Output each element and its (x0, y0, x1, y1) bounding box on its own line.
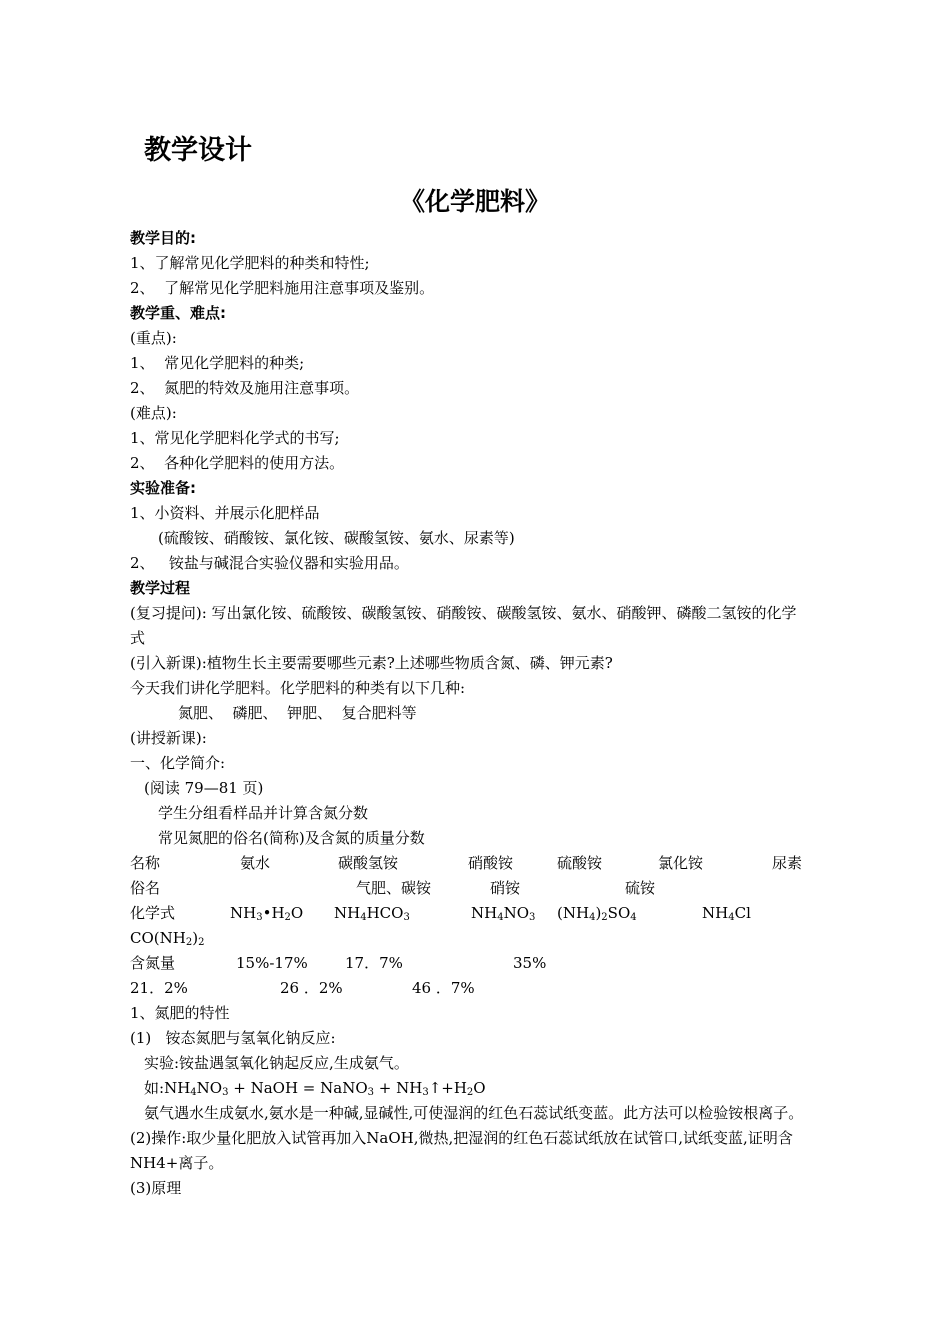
intro-text: (引入新课):植物生长主要需要哪些元素?上述哪些物质含氮、磷、钾元素? (130, 654, 613, 672)
key-label: (重点): (130, 329, 177, 347)
fertilizer-kinds: 氮肥、 磷肥、 钾肥、 复合肥料等 (178, 704, 417, 722)
formula-ammonium-bicarbonate: $NH_4HCO_3$ (334, 904, 410, 923)
objective-item: 1、了解常见化学肥料的种类和特性; (130, 254, 370, 272)
table-row-names (130, 851, 810, 876)
key-points-heading: 教学重、难点: (130, 304, 226, 322)
review-question: (复习提问): 写出氯化铵、硫酸铵、碳酸氢铵、硝酸铵、碳酸氢铵、氨水、硝酸钾、磷酸二氢铵的化学式 (130, 604, 797, 647)
table-cell: 气肥、碳铵 (356, 879, 432, 897)
reaction-equation: 如$:NH_4NO_3$ + NaOH = NaNO$_3$ + $NH_3↑+H_2O$ (144, 1079, 486, 1098)
formula-ammonia-water: $NH_3•H_2O$ (230, 904, 304, 923)
key-item: 2、 氮肥的特效及施用注意事项。 (130, 379, 360, 397)
key-item: 1、 常见化学肥料的种类; (130, 354, 305, 372)
row-label: 化学式 (130, 904, 176, 922)
process-heading: 教学过程 (130, 579, 191, 597)
table-cell: 硫酸铵 (557, 854, 603, 872)
difficult-label: (难点): (130, 404, 177, 422)
table-row-nitrogen-content (130, 951, 810, 976)
group-activity: 学生分组看样品并计算含氮分数 (158, 804, 369, 822)
table-cell: 尿素 (772, 854, 803, 872)
formula-ammonium-nitrate: $NH_4NO_3$ (471, 904, 536, 923)
table-cell: 46 ．7% (412, 979, 475, 997)
table-cell: 35% (513, 954, 547, 972)
experiment-text: 实验:铵盐遇氢氧化钠起反应,生成氨气。 (144, 1054, 409, 1072)
row-label: 俗名 (130, 879, 161, 897)
operation-text: (2)操作:取少量化肥放入试管再加入NaOH,微热,把湿润的红色石蕊试纸放在试管口,试纸变蓝,证明含NH4+离子。 (130, 1129, 793, 1172)
difficult-item: 1、常见化学肥料化学式的书写; (130, 429, 340, 447)
table-row-formulas (130, 901, 810, 926)
formula-ammonium-chloride: $NH_4Cl$ (702, 904, 751, 923)
today-text: 今天我们讲化学肥料。化学肥料的种类有以下几种: (130, 679, 466, 697)
example-prefix: 如: (144, 1079, 165, 1097)
formula-urea: $CO(NH_2)_2$ (130, 929, 205, 948)
reading-note: (阅读 79—81 页) (144, 779, 264, 797)
table-cell: 硝酸铵 (468, 854, 514, 872)
table-row-nitrogen-content-cont (130, 976, 810, 1001)
document-title: 教学设计 (144, 135, 252, 166)
table-cell: 氨水 (240, 854, 271, 872)
preparation-item: (硫酸铵、硝酸铵、氯化铵、碳酸氢铵、氨水、尿素等) (158, 529, 515, 547)
table-cell: 15%-17% (236, 954, 308, 972)
section-heading: 一、化学简介: (130, 754, 226, 772)
document-subtitle: 《化学肥料》 (399, 187, 550, 216)
common-fertilizers-caption: 常见氮肥的俗名(简称)及含氮的质量分数 (158, 829, 425, 847)
objective-item: 2、 了解常见化学肥料施用注意事项及鉴别。 (130, 279, 435, 297)
properties-heading: 1、氮肥的特性 (130, 1004, 230, 1022)
table-cell: 硫铵 (625, 879, 656, 897)
properties-sub1: (1) 铵态氮肥与氢氧化钠反应: (130, 1029, 336, 1047)
table-cell: 26 ．2% (280, 979, 343, 997)
formula-ammonium-sulfate: $(NH_4)_2SO_4$ (557, 904, 637, 923)
lecture-label: (讲授新课): (130, 729, 207, 747)
objectives-heading: 教学目的: (130, 229, 196, 247)
table-cell: 硝铵 (490, 879, 521, 897)
preparation-item: 2、 铵盐与碱混合实验仪器和实验用品。 (130, 554, 409, 572)
preparation-item: 1、小资料、并展示化肥样品 (130, 504, 320, 522)
table-cell: 碳酸氢铵 (338, 854, 399, 872)
principle-text: (3)原理 (130, 1179, 182, 1197)
table-row-common-names (130, 876, 810, 901)
row-label: 含氮量 (130, 954, 176, 972)
formula-urea-text: CO(NH (130, 929, 186, 947)
table-cell: 17．7% (345, 954, 403, 972)
difficult-item: 2、 各种化学肥料的使用方法。 (130, 454, 345, 472)
document-body (130, 226, 810, 1201)
table-cell: 氯化铵 (658, 854, 704, 872)
explanation-text: 氨气遇水生成氨水,氨水是一种碱,显碱性,可使湿润的红色石蕊试纸变蓝。此方法可以检验铵根离子。 (144, 1104, 804, 1122)
row-label: 名称 (130, 854, 161, 872)
preparation-heading: 实验准备: (130, 479, 196, 497)
table-cell: 21．2% (130, 979, 188, 997)
